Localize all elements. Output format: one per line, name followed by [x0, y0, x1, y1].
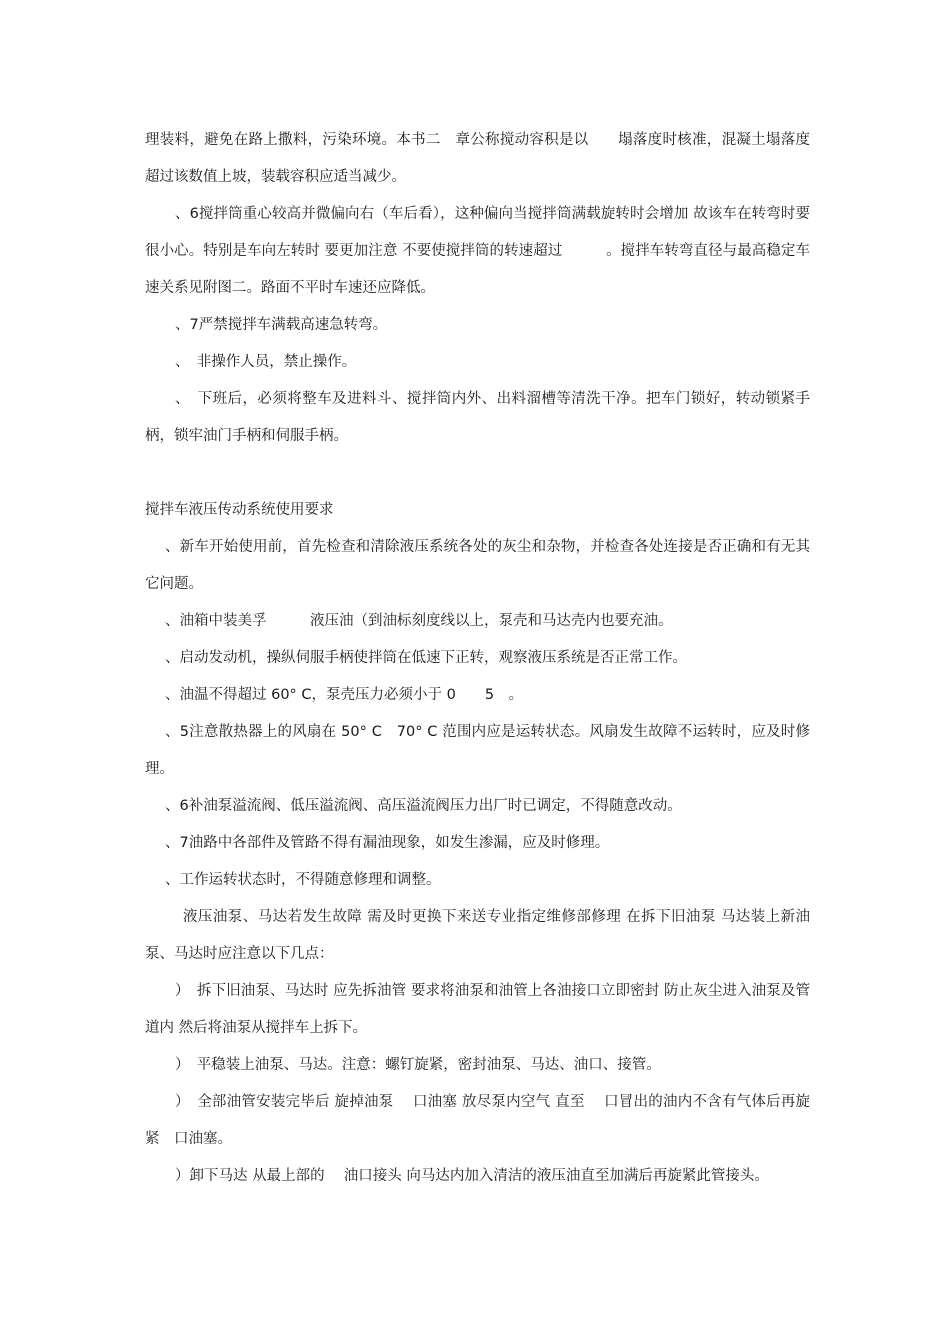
- list-item: 、新车开始使用前，首先检查和清除液压系统各处的灰尘和杂物，并检查各处连接是否正确和有无其它问题。: [145, 539, 810, 592]
- paragraph-no-operation: 、 非操作人员，禁止操作。: [175, 354, 357, 370]
- list-item: 、5注意散热器上的风扇在 50° C 70° C 范围内应是运转状态。风扇发生故障不运转时，应及时修理。: [145, 724, 810, 777]
- list-item: 、启动发动机，操纵伺服手柄使拌筒在低速下正转，观察液压系统是否正常工作。: [165, 650, 687, 666]
- section-spacer: [145, 455, 810, 492]
- list-item: ） 平稳装上油泵、马达。注意：螺钉旋紧，密封油泵、马达、油口、接管。: [175, 1057, 661, 1073]
- list-item: ） 拆下旧油泵、马达时 应先拆油管 要求将油泵和油管上各油接口立即密封 防止灰尘进入油泵及管道内 然后将油泵从搅拌车上拆下。: [145, 983, 810, 1036]
- list-item: 、油温不得超过 60° C，泵壳压力必须小于 0 5 。: [165, 687, 524, 703]
- list-item: 、7油路中各部件及管路不得有漏油现象，如发生渗漏，应及时修理。: [165, 835, 610, 851]
- document-body: [145, 122, 810, 1195]
- paragraph-no-sharp-turn: 、7严禁搅拌车满载高速急转弯。: [175, 317, 388, 333]
- list-item: 、油箱中装美孚 液压油（到油标刻度线以上，泵壳和马达壳内也要充油。: [165, 613, 673, 629]
- paragraph-center-of-gravity: 、6搅拌筒重心较高并微偏向右（车后看），这种偏向当搅拌筒满载旋转时会增加 故该车在转弯时要很小心。特别是车向左转时 要更加注意 不要使搅拌筒的转速超过 。搅拌车转弯直径与最高稳定车速关系见附图二。路面不平时车速还应降低。: [145, 206, 810, 296]
- paragraph-after-work-cleaning: 、 下班后，必须将整车及进料斗、搅拌筒内外、出料溜槽等清洗干净。把车门锁好，转动锁紧手柄，锁牢油门手柄和伺服手柄。: [145, 391, 810, 444]
- paragraph-loading-capacity: 理装料，避免在路上撒料，污染环境。本书二 章公称搅动容积是以 塌落度时核准，混凝土塌落度超过该数值上坡，装载容积应适当减少。: [145, 132, 810, 185]
- list-item: 、6补油泵溢流阀、低压溢流阀、高压溢流阀压力出厂时已调定，不得随意改动。: [165, 798, 682, 814]
- list-item: 、工作运转状态时，不得随意修理和调整。: [165, 872, 441, 888]
- list-item: ） 全部油管安装完毕后 旋掉油泵 口油塞 放尽泵内空气 直至 口冒出的油内不含有气体后再旋紧 口油塞。: [145, 1094, 810, 1147]
- list-item: ）卸下马达 从最上部的 油口接头 向马达内加入清洁的液压油直至加满后再旋紧此管接头。: [175, 1168, 769, 1184]
- paragraph-repair-intro: 液压油泵、马达若发生故障 需及时更换下来送专业指定维修部修理 在拆下旧油泵 马达装上新油泵、马达时应注意以下几点：: [145, 909, 810, 962]
- section-heading-hydraulic: 搅拌车液压传动系统使用要求: [145, 502, 334, 518]
